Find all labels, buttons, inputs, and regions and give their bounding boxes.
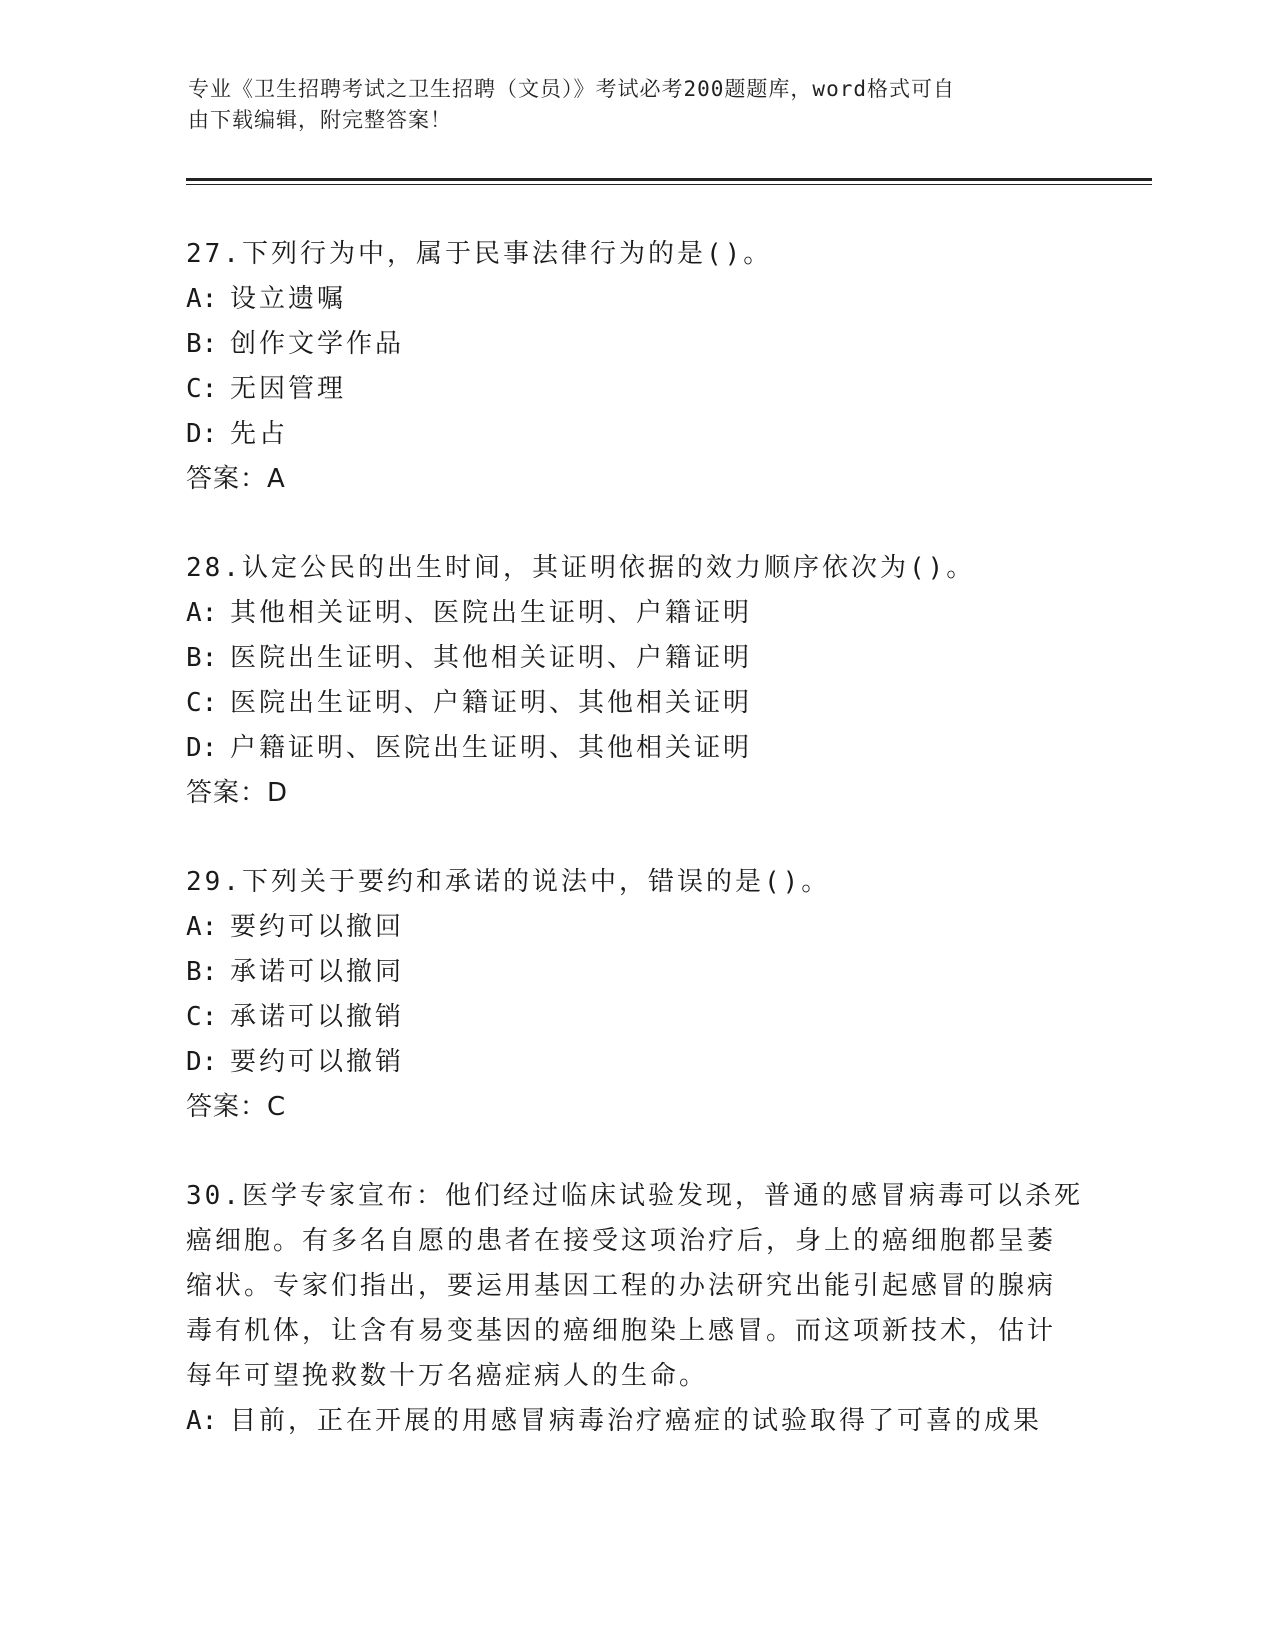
option-b [186, 636, 1086, 681]
answer-line: 答案：C [186, 1092, 287, 1122]
question-stem-line-3: 缩状。专家们指出，要运用基因工程的办法研究出能引起感冒的腺病 [186, 1271, 1057, 1301]
option-d [186, 726, 1086, 771]
option-letter: D: [186, 1047, 218, 1077]
question-number: 27. [186, 239, 242, 269]
document-header [188, 74, 1068, 136]
option-letter: D: [186, 733, 218, 763]
option-letter: C: [186, 688, 218, 718]
question-29 [186, 860, 1086, 1130]
question-stem-line-5: 每年可望挽救数十万名癌症病人的生命。 [186, 1361, 709, 1391]
question-stem [186, 546, 1086, 591]
option-text: 目前，正在开展的用感冒病毒治疗癌症的试验取得了可喜的成果 [230, 1406, 1043, 1436]
question-text: 医学专家宣布：他们经过临床试验发现，普通的感冒病毒可以杀死 [241, 1181, 1083, 1211]
option-text: 医院出生证明、户籍证明、其他相关证明 [230, 688, 753, 718]
option-text: 承诺可以撤同 [230, 957, 405, 987]
question-number: 30. [186, 1181, 242, 1211]
option-text: 要约可以撤回 [230, 912, 405, 942]
option-a [186, 277, 1086, 322]
question-text: 认定公民的出生时间，其证明依据的效力顺序依次为()。 [241, 553, 976, 583]
option-a [186, 591, 1086, 636]
question-27 [186, 232, 1086, 502]
header-rule-thin [186, 184, 1152, 185]
option-d [186, 1040, 1086, 1085]
option-text: 医院出生证明、其他相关证明、户籍证明 [230, 643, 753, 673]
option-text: 先占 [230, 419, 289, 449]
question-stem-line-1 [186, 1174, 1086, 1219]
question-stem-line-4: 毒有机体，让含有易变基因的癌细胞染上感冒。而这项新技术，估计 [186, 1316, 1057, 1346]
question-stem [186, 860, 1086, 905]
question-28 [186, 546, 1086, 816]
question-stem [186, 232, 1086, 277]
option-c [186, 681, 1086, 726]
option-c [186, 995, 1086, 1040]
answer-line: 答案：D [186, 778, 289, 808]
option-letter: A: [186, 598, 218, 628]
option-letter: D: [186, 419, 218, 449]
option-c [186, 367, 1086, 412]
option-letter: C: [186, 374, 218, 404]
question-30 [186, 1174, 1086, 1444]
option-text: 承诺可以撤销 [230, 1002, 405, 1032]
option-text: 要约可以撤销 [230, 1047, 405, 1077]
question-text: 下列行为中，属于民事法律行为的是()。 [241, 239, 773, 269]
option-text: 设立遗嘱 [230, 284, 347, 314]
option-letter: B: [186, 643, 218, 673]
answer-line: 答案：A [186, 464, 286, 494]
option-text: 户籍证明、医院出生证明、其他相关证明 [230, 733, 753, 763]
question-stem-line-2: 癌细胞。有多名自愿的患者在接受这项治疗后，身上的癌细胞都呈萎 [186, 1226, 1057, 1256]
question-number: 29. [186, 867, 242, 897]
option-letter: A: [186, 284, 218, 314]
question-number: 28. [186, 553, 242, 583]
option-letter: A: [186, 1406, 218, 1436]
header-rule-thick [186, 178, 1152, 181]
header-line-1: 专业《卫生招聘考试之卫生招聘（文员）》考试必考200题题库，word格式可自 [188, 77, 955, 101]
option-b [186, 950, 1086, 995]
option-text: 创作文学作品 [230, 329, 405, 359]
option-text: 其他相关证明、医院出生证明、户籍证明 [230, 598, 753, 628]
question-list [186, 232, 1086, 1488]
option-a [186, 905, 1086, 950]
option-letter: C: [186, 1002, 218, 1032]
header-line-2: 由下载编辑，附完整答案！ [188, 108, 452, 132]
question-text: 下列关于要约和承诺的说法中，错误的是()。 [241, 867, 831, 897]
option-text: 无因管理 [230, 374, 347, 404]
option-letter: A: [186, 912, 218, 942]
option-letter: B: [186, 957, 218, 987]
option-b [186, 322, 1086, 367]
option-d [186, 412, 1086, 457]
option-letter: B: [186, 329, 218, 359]
option-a [186, 1399, 1086, 1444]
